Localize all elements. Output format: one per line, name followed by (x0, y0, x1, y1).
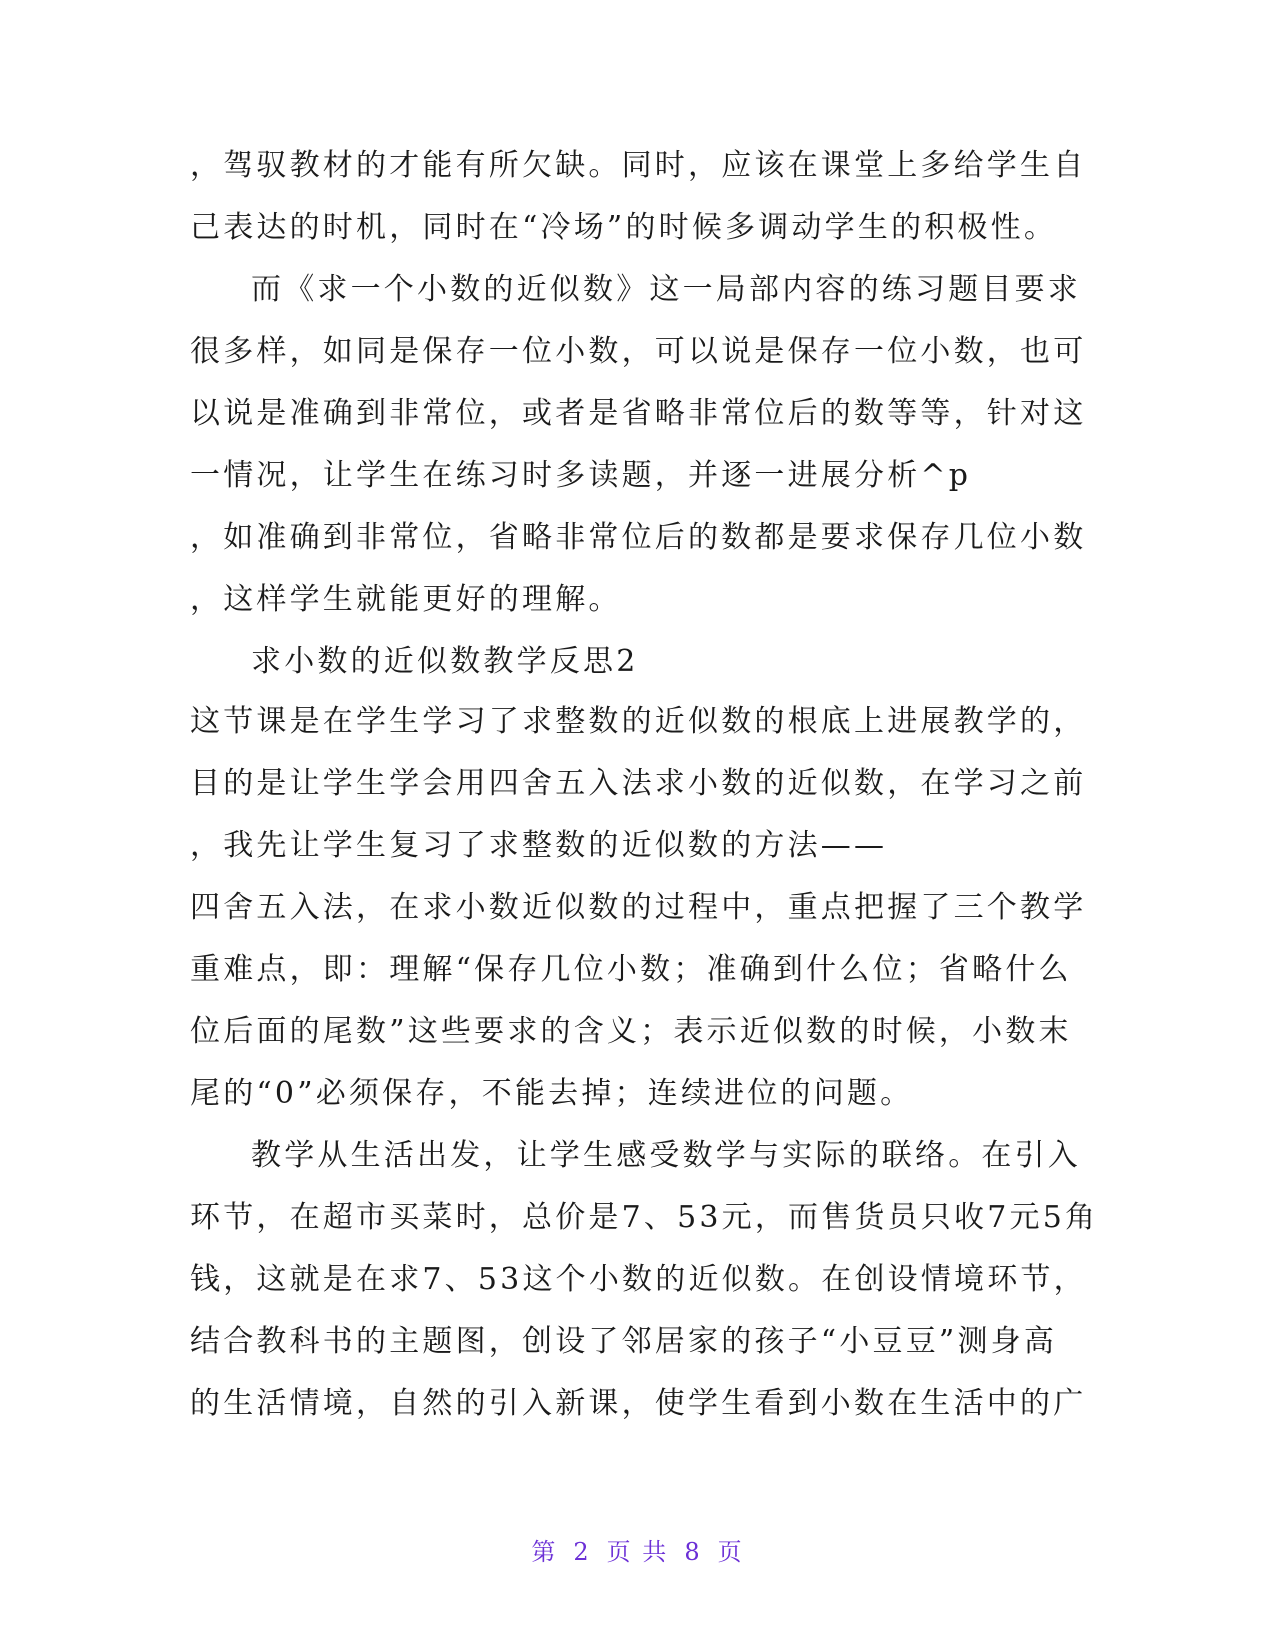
text-line: 这节课是在学生学习了求整数的近似数的根底上进展教学的， (190, 704, 1087, 739)
footer-page-number: 2 (573, 1538, 591, 1566)
text-line: 结合教科书的主题图，创设了邻居家的孩子“小豆豆”测身高 (190, 1324, 1058, 1359)
text-line: ，这样学生就能更好的理解。 (190, 582, 622, 617)
text-line: ，我先让学生复习了求整数的近似数的方法—— (190, 828, 888, 863)
text-line: 教学从生活出发，让学生感受数学与实际的联络。在引入 (251, 1138, 1081, 1173)
text-line: 钱，这就是在求7、53这个小数的近似数。在创设情境环节， (190, 1262, 1087, 1297)
text-line: 的生活情境，自然的引入新课，使学生看到小数在生活中的广 (190, 1386, 1087, 1421)
text-line: 很多样，如同是保存一位小数，可以说是保存一位小数，也可 (190, 334, 1087, 369)
text-line: 一情况，让学生在练习时多读题，并逐一进展分析^p (190, 458, 972, 493)
text-line: 重难点，即：理解“保存几位小数；准确到什么位；省略什么 (190, 952, 1072, 987)
text-line: 而《求一个小数的近似数》这一局部内容的练习题目要求 (251, 272, 1081, 307)
footer-prefix: 第 (531, 1538, 558, 1566)
footer-middle: 页 共 (606, 1538, 669, 1566)
text-line: 环节，在超市买菜时，总价是7、53元，而售货员只收7元5角 (190, 1200, 1099, 1235)
section-heading: 求小数的近似数教学反思2 (251, 644, 639, 679)
text-line: 以说是准确到非常位，或者是省略非常位后的数等等，针对这 (190, 396, 1087, 431)
text-line: ，驾驭教材的才能有所欠缺。同时，应该在课堂上多给学生自 (190, 148, 1087, 183)
text-line: ，如准确到非常位，省略非常位后的数都是要求保存几位小数 (190, 520, 1087, 555)
page-footer (0, 1537, 1275, 1567)
text-line: 位后面的尾数”这些要求的含义；表示近似数的时候，小数末 (190, 1014, 1072, 1049)
text-line: 四舍五入法，在求小数近似数的过程中，重点把握了三个教学 (190, 890, 1087, 925)
text-line: 目的是让学生学会用四舍五入法求小数的近似数，在学习之前 (190, 766, 1087, 801)
footer-suffix: 页 (717, 1538, 744, 1566)
text-line: 尾的“0”必须保存，不能去掉；连续进位的问题。 (190, 1076, 914, 1111)
text-line: 己表达的时机，同时在“冷场”的时候多调动学生的积极性。 (190, 210, 1058, 245)
footer-total-pages: 8 (684, 1538, 702, 1566)
